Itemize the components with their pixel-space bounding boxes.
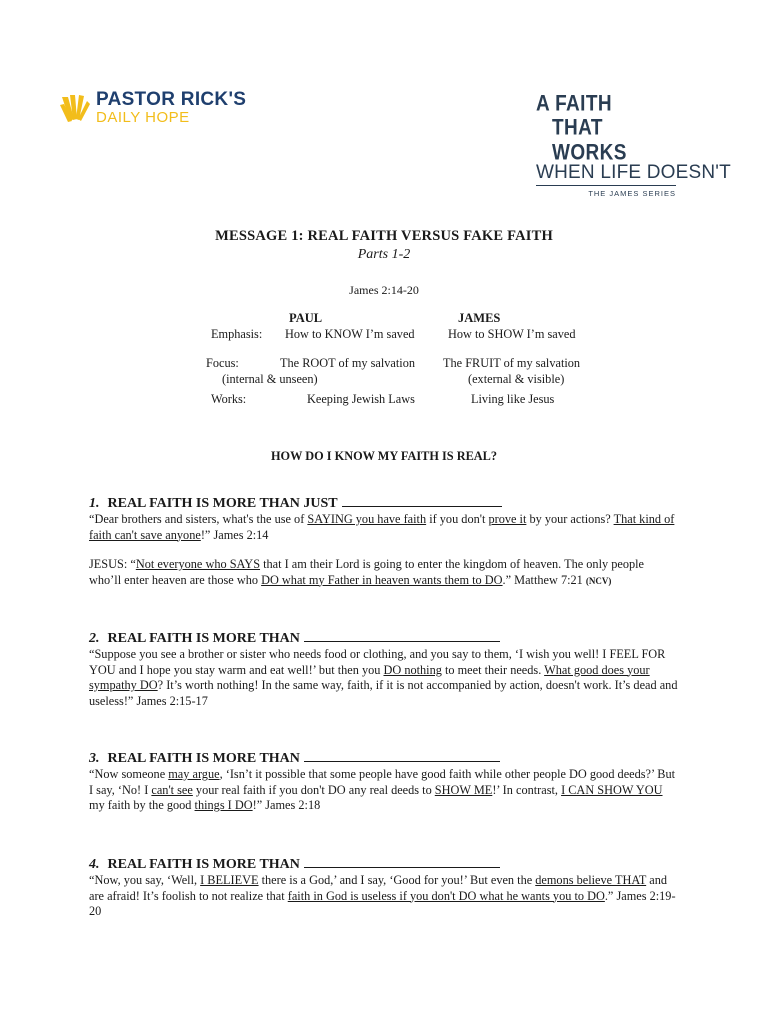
- underlined-phrase: That kind of faith can't save anyone: [89, 512, 675, 542]
- point-heading-text: REAL FAITH IS MORE THAN JUST: [107, 496, 338, 511]
- logo-left-line2: DAILY HOPE: [96, 109, 190, 126]
- fill-in-blank: [304, 750, 500, 762]
- emphasis-james: How to SHOW I’m saved: [448, 327, 576, 341]
- point-2-heading: [89, 630, 500, 647]
- underlined-phrase: things I DO: [194, 798, 253, 812]
- underlined-phrase: DO nothing: [383, 662, 442, 677]
- text-run: !” James 2:18: [252, 798, 321, 812]
- text-run: and are afraid! It’s foolish to not realize that: [89, 873, 667, 903]
- underlined-phrase: can't see: [151, 782, 193, 797]
- point-1-paragraph-1: [89, 512, 679, 543]
- paragraph-text: [89, 557, 644, 587]
- text-run: .” James 2:19-20: [89, 888, 676, 918]
- text-run: to meet their needs.: [441, 662, 545, 677]
- underlined-phrase: What good does your sympathy DO: [89, 662, 650, 692]
- series-logo-line3: WHEN LIFE DOESN'T: [536, 162, 676, 186]
- text-run: if you don't: [426, 512, 489, 526]
- underlined-phrase: Not everyone who SAYS: [135, 557, 261, 571]
- text-run: .” Matthew 7:21: [502, 572, 586, 587]
- point-4-paragraph-1: [89, 873, 679, 920]
- text-run: by your actions?: [526, 512, 614, 526]
- point-number: 4.: [89, 857, 100, 872]
- fill-in-blank: [342, 495, 502, 507]
- underlined-phrase: may argue: [168, 767, 220, 781]
- text-run: “Now, you say, ‘Well,: [89, 873, 201, 887]
- message-subtitle: Parts 1-2: [357, 247, 411, 262]
- text-run: there is a God,’ and I say, ‘Good for you!’ But even the: [258, 873, 536, 887]
- text-run: “Dear brothers and sisters, what's the use of: [89, 512, 308, 526]
- series-logo-line1: A FAITH: [536, 92, 612, 117]
- text-run: “Suppose you see a brother or sister who needs food or clothing, and you say to them, ‘I wish you well! I FEEL FOR YOU and I hope you stay warm and eat well!’ but then you: [89, 647, 666, 677]
- point-2-paragraph-1: [89, 647, 679, 709]
- text-run: !’ In contrast,: [492, 782, 562, 797]
- text-run: ? It’s worth nothing! In the same way, faith, if it is not accompanied by action, doesn't work. It’s dead and useless!” James 2:15-17: [89, 678, 678, 708]
- underlined-phrase: DO what my Father in heaven wants them to DO: [261, 572, 503, 587]
- text-run: my faith by the good: [89, 798, 195, 812]
- underlined-phrase: demons believe THAT: [535, 873, 647, 887]
- text-run: JESUS: “: [89, 557, 136, 571]
- point-1-heading: [89, 495, 502, 512]
- text-run: !” James 2:14: [200, 527, 269, 542]
- row-label-works: Works:: [211, 392, 247, 406]
- text-run: that I am their Lord is going to enter the kingdom of heaven. The only people who’ll enter heaven are those who: [89, 557, 644, 587]
- underlined-phrase: SHOW ME: [434, 782, 493, 797]
- focus-james-sub: (external & visible): [468, 372, 565, 386]
- col-header-paul: PAUL: [289, 311, 323, 325]
- point-number: 2.: [89, 631, 100, 646]
- focus-paul-sub: (internal & unseen): [222, 372, 318, 386]
- text-run: your real faith if you don't DO any real deeds to: [192, 782, 435, 797]
- row-label-emphasis: Emphasis:: [211, 327, 263, 341]
- section-question: HOW DO I KNOW MY FAITH IS REAL?: [270, 449, 498, 463]
- point-heading-text: REAL FAITH IS MORE THAN: [107, 631, 300, 646]
- text-run: “Now someone: [89, 767, 169, 781]
- underlined-phrase: faith in God is useless if you don't DO what he wants you to DO: [287, 888, 605, 903]
- point-3-paragraph-1: [89, 767, 679, 814]
- point-number: 1.: [89, 496, 100, 511]
- point-heading-text: REAL FAITH IS MORE THAN: [107, 751, 300, 766]
- point-4-heading: [89, 856, 500, 873]
- underlined-phrase: I CAN SHOW YOU: [561, 782, 663, 797]
- point-3-heading: [89, 750, 500, 767]
- point-heading-text: REAL FAITH IS MORE THAN: [107, 857, 300, 872]
- series-logo-line4: THE JAMES SERIES: [588, 189, 676, 198]
- col-header-james: JAMES: [458, 311, 501, 325]
- focus-paul: The ROOT of my salvation: [280, 356, 416, 370]
- row-label-focus: Focus:: [206, 356, 239, 370]
- point-1-paragraph-2: [89, 557, 679, 589]
- underlined-phrase: I BELIEVE: [200, 873, 259, 887]
- fill-in-blank: [304, 630, 500, 642]
- works-james: Living like Jesus: [471, 392, 555, 406]
- emphasis-paul: How to KNOW I’m saved: [285, 327, 415, 341]
- text-run: , ‘Isn’t it possible that some people have good faith while other people DO good deeds?’ But I say, ‘No! I: [89, 767, 676, 797]
- pastor-ricks-daily-hope-logo: [60, 90, 246, 125]
- focus-james: The FRUIT of my salvation: [443, 356, 581, 370]
- series-logo-line2: THAT WORKS: [552, 116, 627, 166]
- fill-in-blank: [304, 856, 500, 868]
- series-logo: [536, 92, 731, 198]
- logo-left-line1: PASTOR RICK'S: [96, 89, 247, 110]
- scripture-reference: James 2:14-20: [349, 283, 419, 297]
- version-tag: (NCV): [585, 575, 612, 586]
- sunrise-rays-icon: [60, 93, 90, 123]
- works-paul: Keeping Jewish Laws: [307, 392, 415, 406]
- underlined-phrase: SAYING you have faith: [307, 512, 427, 526]
- message-title: MESSAGE 1: REAL FAITH VERSUS FAKE FAITH: [215, 228, 553, 244]
- underlined-phrase: prove it: [488, 512, 527, 526]
- point-number: 3.: [89, 751, 100, 766]
